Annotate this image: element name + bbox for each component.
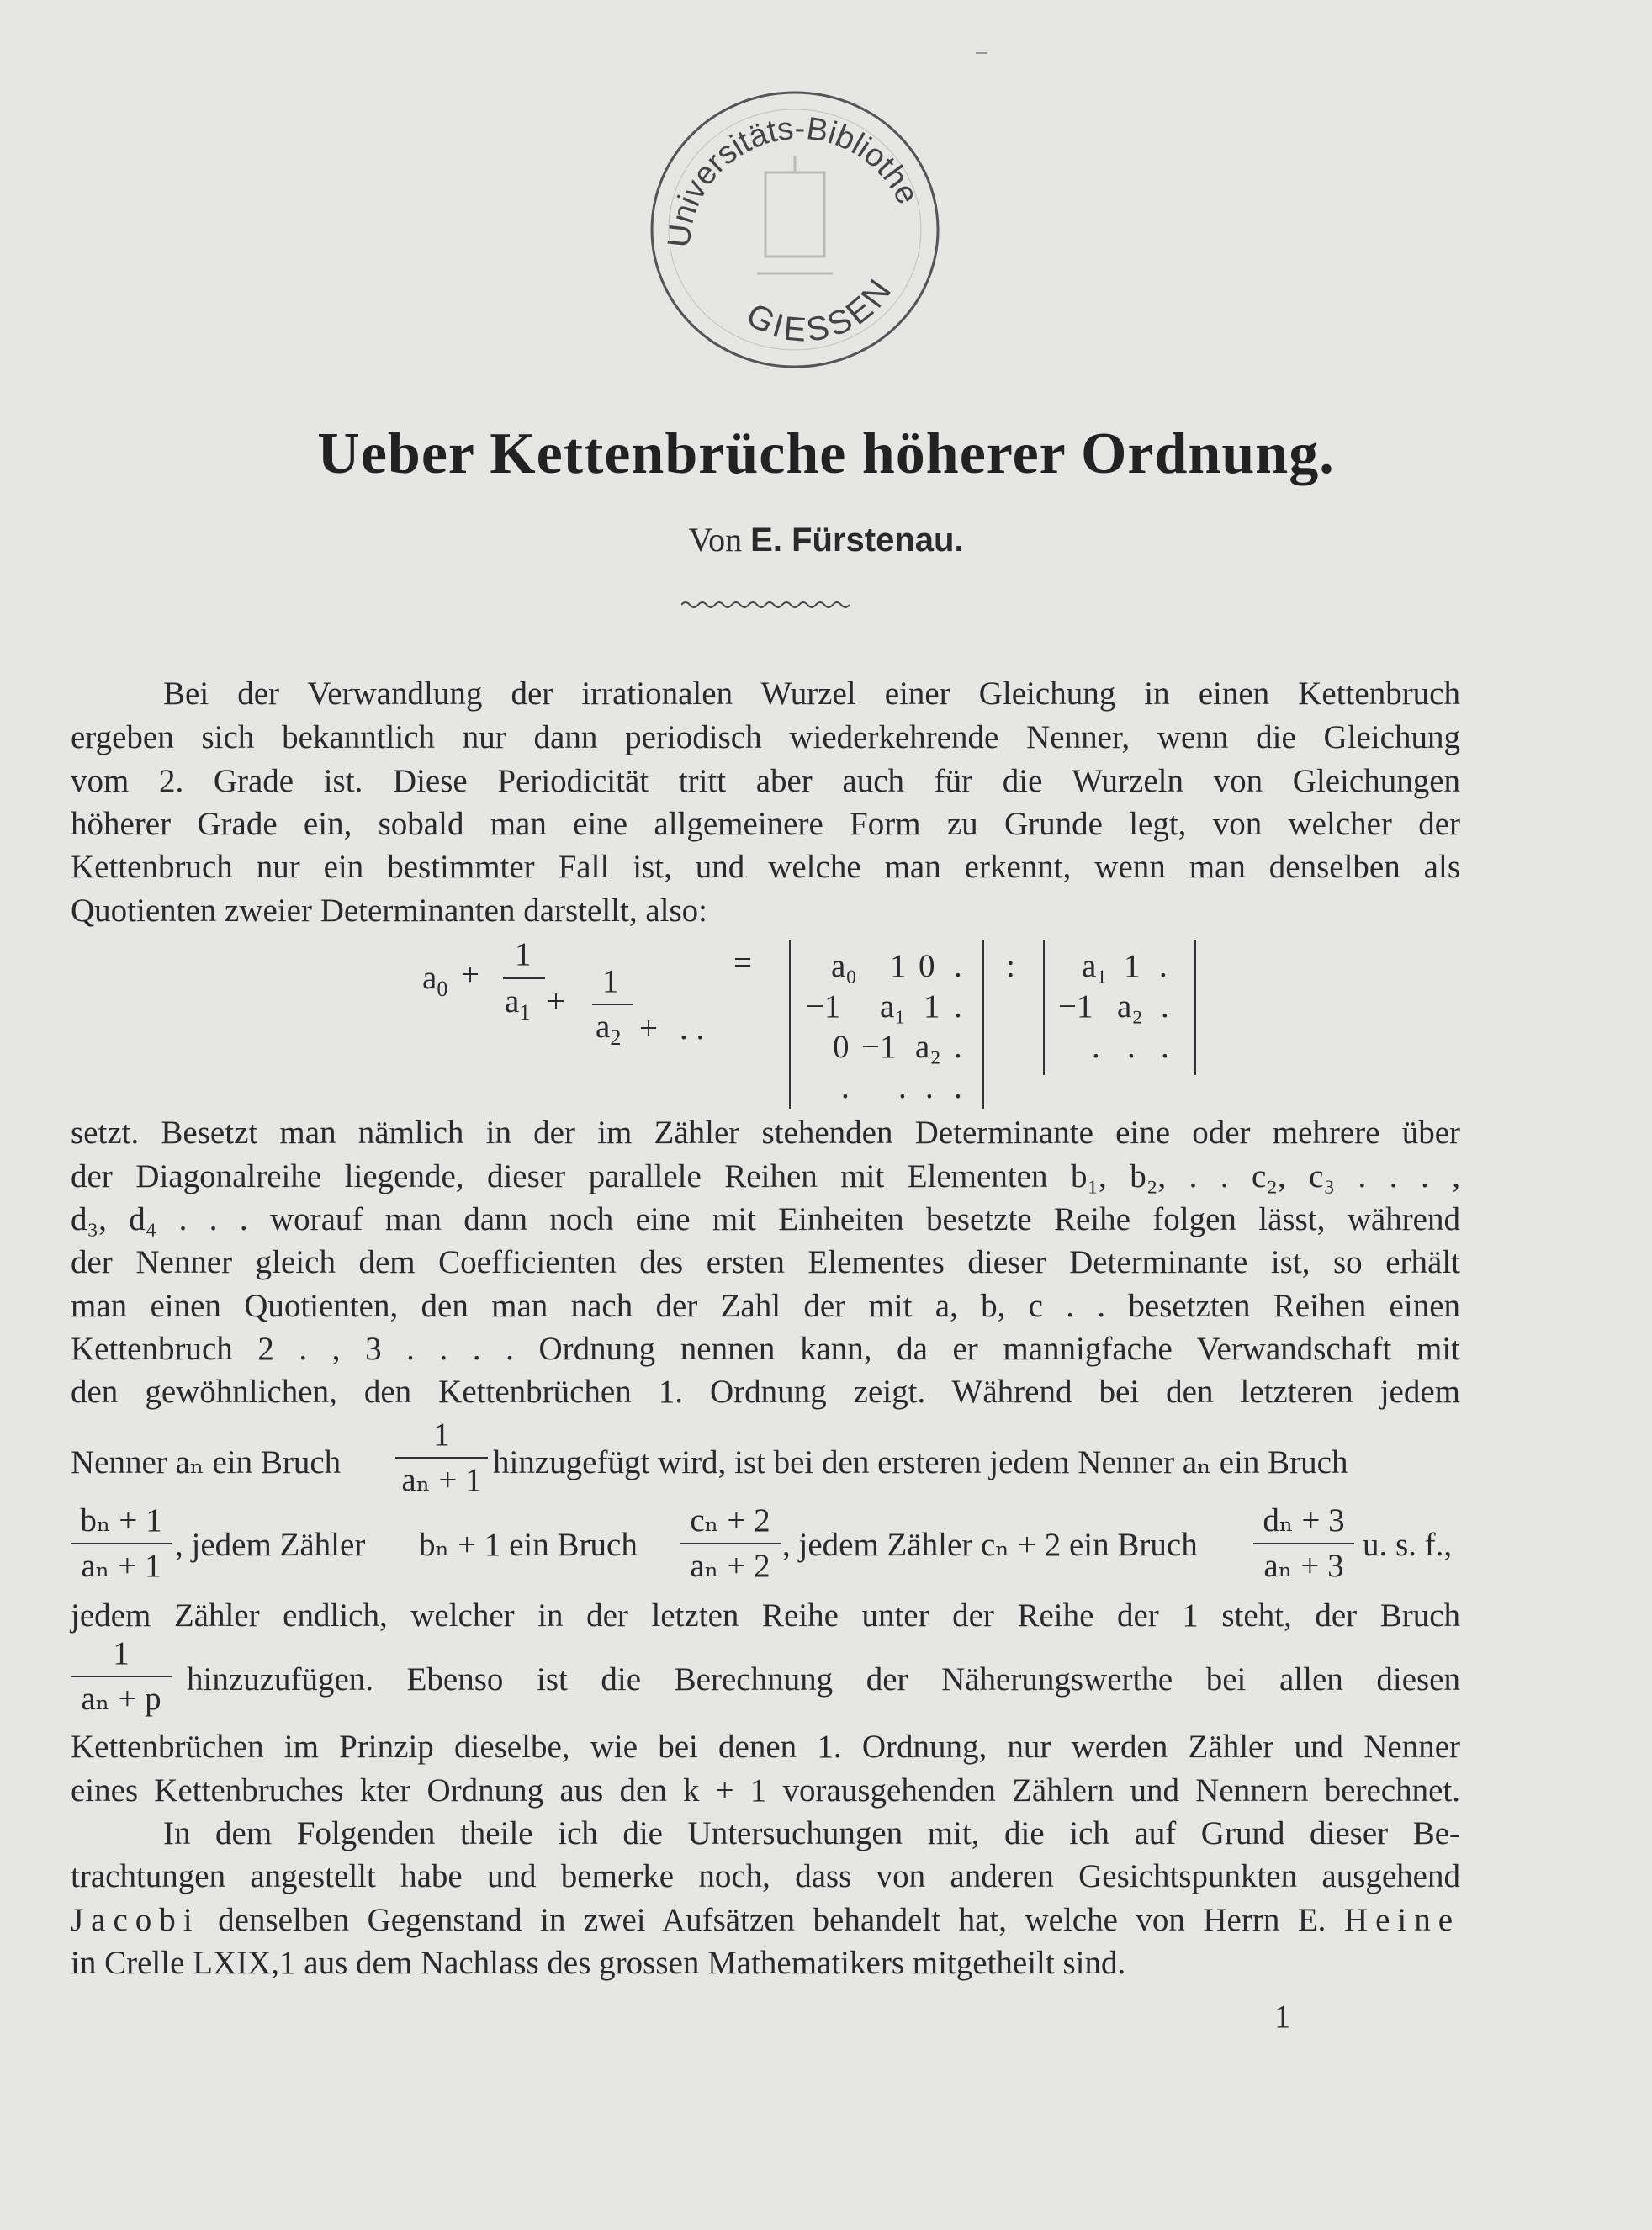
det2-cell: −1 [1058, 988, 1093, 1025]
frac-num: 1 [113, 1635, 130, 1671]
title-ornament [681, 599, 854, 611]
det2-cell: . [1159, 948, 1168, 984]
p1-line-3: vom 2. Grade ist. Diese Periodicität tritt aber auch für die Wurzeln von Gleichungen [71, 763, 1460, 799]
stamp-top-text: Universitäts-Bibliothe [661, 110, 925, 249]
p1-line-2: ergeben sich bekanntlich nur dann periodisch wiederkehrende Nenner, wenn die Gleichung [71, 719, 1460, 755]
det1-cell: . [841, 1069, 850, 1105]
det2-cell: . [1161, 988, 1169, 1025]
stamp-emblem [757, 156, 833, 273]
p2-inline2-t4: u. s. f., [1363, 1527, 1453, 1563]
det1-cell: 0 [919, 948, 935, 984]
cf-bar-1 [503, 977, 545, 979]
frac-num: dₙ + 3 [1263, 1502, 1345, 1539]
p3-line-3-text: denselben Gegenstand in zwei Aufsätzen behandelt hat, welche von Herrn E. [218, 1902, 1326, 1938]
cf-a0-letter: a [422, 960, 437, 996]
det1-cell: a₂ [915, 1029, 941, 1065]
p1-line-6: Quotienten zweier Determinanten darstellt, also: [71, 893, 707, 929]
det2-cell: a₂ [1117, 988, 1143, 1025]
svg-text:GIESSEN [740, 270, 900, 349]
frac-bar [395, 1457, 488, 1459]
det2-cell: . [1161, 1029, 1169, 1065]
p2-line-3: d₃, d₄ . . . worauf man dann noch eine mit Einheiten besetzte Reihe folgen lässt, während [71, 1201, 1460, 1237]
author-name: E. Fürstenau. [750, 522, 964, 559]
p2-inline3-after: hinzuzufügen. Ebenso ist die Berechnung der Näherungswerthe bei allen diesen [187, 1661, 1460, 1698]
article-title: Ueber Kettenbrüche höherer Ordnung. [317, 421, 1335, 486]
frac-den: aₙ + 2 [690, 1548, 770, 1584]
frac-den: aₙ + 1 [81, 1548, 161, 1584]
cf-num-1: 1 [515, 936, 532, 972]
frac-den: aₙ + p [81, 1681, 161, 1717]
cf-a1: $a_1$ [505, 983, 531, 1025]
frac-bar [1253, 1543, 1354, 1544]
library-stamp [639, 80, 950, 379]
det2-cell: . [1092, 1029, 1100, 1065]
byline-prefix: Von [688, 521, 743, 559]
byline [0, 520, 1652, 559]
p2-line-after: jedem Zähler endlich, welcher in der letzten Reihe unter der Reihe der 1 steht, der Bruch [71, 1597, 1460, 1634]
det1-cell: a₁ [880, 988, 906, 1025]
det1-right-bar [982, 940, 984, 1109]
p2-line-6: Kettenbruch 2 . , 3 . . . . Ordnung nennen kann, da er mannigfache Verwandschaft mit [71, 1331, 1460, 1367]
p3-line-2: trachtungen angestellt habe und bemerke noch, dass von anderen Gesichtspunkten ausgehend [71, 1858, 1460, 1894]
frac-num: bₙ + 1 [80, 1502, 162, 1539]
det-colon: : [1006, 948, 1015, 984]
fraction-dn3-an3 [1253, 1502, 1354, 1585]
p3-line-1: In dem Folgenden theile ich die Untersuchungen mit, die ich auf Grund dieser Be- [163, 1815, 1460, 1851]
det1-cell: 1 [890, 948, 907, 984]
p3-line-4: in Crelle LXIX,1 aus dem Nachlass des grossen Mathematikers mitgetheilt sind. [71, 1945, 1126, 1981]
frac-bar [71, 1543, 172, 1544]
frac-den: aₙ + 3 [1263, 1548, 1344, 1584]
frac-num: cₙ + 2 [690, 1502, 770, 1539]
p2-line-7: den gewöhnlichen, den Kettenbrüchen 1. Ordnung zeigt. Während bei den letzteren jedem [71, 1374, 1460, 1410]
det2-cell: . [1127, 1029, 1136, 1065]
fraction-cn2-an2 [680, 1502, 781, 1585]
cf-a0: $a_0$ [422, 960, 448, 1001]
cf-equals: = [733, 945, 752, 981]
cf-num-2: 1 [602, 963, 619, 999]
p1-line-5: Kettenbruch nur ein bestimmter Fall ist, und welche man erkennt, wenn man denselben als [71, 849, 1460, 885]
frac-bar [71, 1676, 172, 1677]
author-heine: Heine [1343, 1902, 1461, 1938]
fraction-1-over-an1 [395, 1417, 488, 1499]
stamp-bottom-text: GIESSEN [740, 270, 901, 350]
det1-cell: a₀ [831, 948, 857, 984]
p2-tail-1: Kettenbrüchen im Prinzip dieselbe, wie bei denen 1. Ordnung, nur werden Zähler und Nenner [71, 1729, 1460, 1765]
p2-line-2: der Diagonalreihe liegende, dieser parallele Reihen mit Elementen b₁, b₂, . . c₂, c₃ . . . , [71, 1158, 1460, 1194]
p2-inline2-t3: , jedem Zähler cₙ + 2 ein Bruch [782, 1527, 1198, 1563]
det1-cell: . [954, 988, 962, 1025]
svg-text:Universitäts-Bibliothek [639, 80, 925, 249]
det2-right-bar [1194, 940, 1196, 1075]
cf-a2: $a_2$ [596, 1009, 622, 1050]
cf-plus-2: + [547, 983, 565, 1020]
cf-plus-1: + [461, 956, 479, 993]
p1-line-4: höherer Grade ein, sobald man eine allgemeinere Form zu Grunde legt, von welcher der [71, 806, 1460, 842]
det1-cell: 0 [833, 1029, 850, 1065]
p2-line-1: setzt. Besetzt man nämlich in der im Zähler stehenden Determinante eine oder mehrere über [71, 1115, 1460, 1151]
det1-cell: . [925, 1069, 934, 1105]
det1-cell: . [898, 1069, 907, 1105]
p2-line-4: der Nenner gleich dem Coefficienten des ersten Elementes dieser Determinante ist, so erhält [71, 1244, 1460, 1280]
cf-dots: . . [680, 1010, 705, 1046]
cf-plus-3: + [639, 1010, 658, 1046]
frac-den: aₙ + 1 [401, 1462, 482, 1498]
det1-cell: 1 [924, 988, 940, 1025]
p2-inline1-middle: hinzugefügt wird, ist bei den ersteren jedem Nenner aₙ ein Bruch [493, 1444, 1348, 1480]
det1-cell: −1 [861, 1029, 897, 1065]
det2-cell: 1 [1124, 948, 1141, 984]
det2-left-bar [1043, 940, 1045, 1075]
stray-mark [976, 52, 987, 54]
frac-bar [680, 1543, 781, 1544]
det1-left-bar [789, 940, 791, 1109]
det1-cell: . [954, 1069, 962, 1105]
fraction-1-over-anp [71, 1635, 172, 1718]
det1-cell: . [954, 1029, 962, 1065]
p2-line-5: man einen Quotienten, den man nach der Zahl der mit a, b, c . . besetzten Reihen einen [71, 1288, 1460, 1324]
det1-cell: . [954, 948, 962, 984]
p2-inline2-t2: bₙ + 1 ein Bruch [419, 1527, 638, 1563]
p2-inline2-t1: , jedem Zähler [175, 1527, 366, 1563]
frac-num: 1 [433, 1417, 450, 1453]
page-number: 1 [1274, 1999, 1291, 2035]
p3-line-3 [71, 1899, 1460, 1941]
cf-bar-2 [592, 1004, 633, 1005]
p2-inline1-before: Nenner aₙ ein Bruch [71, 1444, 342, 1480]
stamp-graphic [639, 80, 950, 379]
det1-cell: −1 [806, 988, 841, 1025]
fraction-bn1-an1 [71, 1502, 172, 1585]
p1-line-1: Bei der Verwandlung der irrationalen Wurzel einer Gleichung in einen Kettenbruch [163, 675, 1460, 712]
p2-tail-2: eines Kettenbruches kter Ordnung aus den k + 1 vorausgehenden Zählern und Nennern berechnet. [71, 1772, 1460, 1809]
det2-cell: a₁ [1082, 948, 1108, 984]
author-jacobi: Jacobi [71, 1902, 200, 1938]
